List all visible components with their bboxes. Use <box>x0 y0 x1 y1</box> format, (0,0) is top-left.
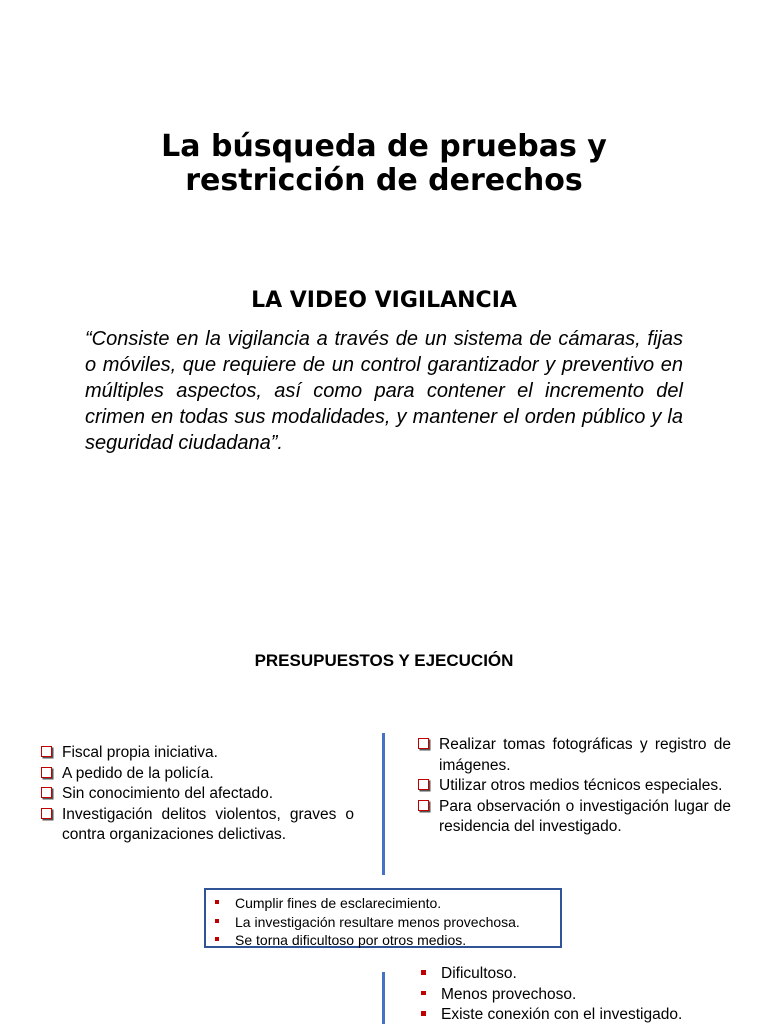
bottom-list-item-text: Dificultoso. <box>441 965 517 982</box>
square-bullet-icon <box>418 779 429 790</box>
right-list-container <box>416 735 731 838</box>
square-bullet-icon <box>41 767 52 778</box>
left-list <box>39 743 354 846</box>
conditions-list-item <box>212 913 560 932</box>
square-bullet-icon <box>41 808 52 819</box>
right-list-item <box>416 735 731 776</box>
presupuestos-heading: PRESUPUESTOS Y EJECUCIÓN <box>254 651 514 670</box>
title-line-2: restricción de derechos <box>185 163 583 198</box>
square-bullet-icon <box>418 800 429 811</box>
left-list-container <box>39 743 354 846</box>
conditions-box <box>204 888 562 948</box>
bottom-list-item-text: Existe conexión con el investigado. <box>441 1006 683 1023</box>
conditions-list <box>212 894 560 950</box>
conditions-list-item-text: Cumplir fines de esclarecimiento. <box>235 895 442 911</box>
left-list-item <box>39 764 354 785</box>
square-bullet-icon <box>41 746 52 757</box>
bottom-list-item <box>418 985 748 1006</box>
left-list-item-text: Sin conocimiento del afectado. <box>62 785 274 802</box>
red-bullet-icon <box>215 900 219 904</box>
left-list-item <box>39 805 354 846</box>
right-list-item-text: Para observación o investigación lugar de residencia del investigado. <box>439 797 731 835</box>
red-bullet-icon <box>421 1011 426 1016</box>
left-list-item-text: Fiscal propia iniciativa. <box>62 744 218 761</box>
red-bullet-icon <box>421 991 426 996</box>
title-line-1: La búsqueda de pruebas y <box>161 129 607 164</box>
section-subtitle: LA VIDEO VIGILANCIA <box>251 288 517 313</box>
square-bullet-icon <box>41 787 52 798</box>
definition-quote: “Consiste en la vigilancia a través de un sistema de cámaras, fijas o móviles, que requiere de un control garantizador y preventivo en múltiples aspectos, así como para contener el incremento del crimen en todas sus modalidades, y mantener el orden público y la seguridad ciudadana”. <box>85 328 683 454</box>
left-list-item-text: A pedido de la policía. <box>62 764 214 782</box>
right-list-item-text: Realizar tomas fotográficas y registro de imágenes. <box>439 736 731 774</box>
conditions-list-item <box>212 931 560 950</box>
conditions-list-item <box>212 894 560 913</box>
left-list-item <box>39 743 354 764</box>
bottom-list-item <box>418 964 748 985</box>
vertical-divider-bottom <box>382 972 385 1024</box>
square-bullet-icon <box>418 738 429 749</box>
right-list-item-text: Utilizar otros medios técnicos especiales. <box>439 777 723 794</box>
bottom-list-container <box>418 964 748 1026</box>
right-list-item <box>416 776 731 797</box>
vertical-divider-top <box>382 733 385 875</box>
left-list-item-text: Investigación delitos violentos, graves o contra organizaciones delictivas. <box>62 805 354 843</box>
conditions-list-item-text: Se torna dificultoso por otros medios. <box>235 932 467 948</box>
bottom-list-item-text: Menos provechoso. <box>441 985 577 1003</box>
right-list <box>416 735 731 838</box>
page-title <box>0 130 768 198</box>
red-bullet-icon <box>215 919 219 923</box>
bottom-list-item <box>418 1005 748 1026</box>
right-list-item <box>416 797 731 838</box>
red-bullet-icon <box>421 970 426 975</box>
left-list-item <box>39 784 354 805</box>
conditions-list-item-text: La investigación resultare menos provechosa. <box>235 913 520 930</box>
bottom-list <box>418 964 748 1026</box>
red-bullet-icon <box>215 937 219 941</box>
